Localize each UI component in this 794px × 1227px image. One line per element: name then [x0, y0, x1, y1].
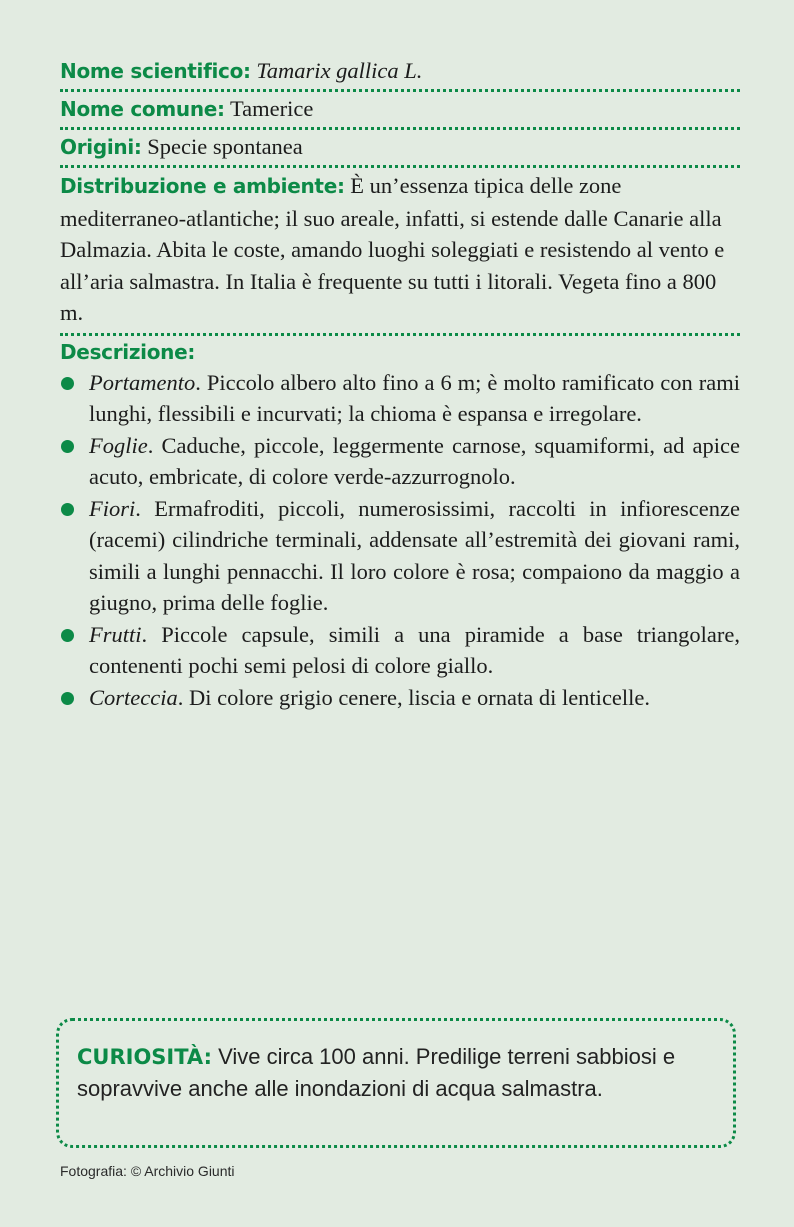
description-item — [60, 619, 740, 682]
item-term: Fiori — [89, 495, 136, 521]
field-common-name — [60, 94, 740, 130]
description-item — [60, 430, 740, 493]
bullet-icon — [61, 377, 74, 390]
item-text: . Piccolo albero alto fino a 6 m; è molto ramificato con rami lunghi, flessibili e incurvati; la chioma è espansa e irregolare. — [89, 369, 740, 426]
description-item — [60, 367, 740, 430]
species-card — [60, 56, 740, 713]
distribution-value: È un’essenza tipica delle zone mediterraneo-atlantiche; il suo areale, infatti, si estende dalle Canarie alla Dalmazia. Abita le coste, amando luoghi soleggiati e resistendo al vento e all’aria salmastra. In Italia è frequente su tutti i litorali. Vegeta fino a 800 m. — [60, 173, 725, 325]
item-term: Portamento — [89, 369, 196, 395]
item-term: Frutti — [89, 621, 142, 647]
description-list — [60, 367, 740, 714]
photo-credit: Fotografia: © Archivio Giunti — [60, 1163, 235, 1179]
distribution-label: Distribuzione e ambiente: — [60, 174, 345, 198]
description-item — [60, 493, 740, 619]
item-text: . Di colore grigio cenere, liscia e ornata di lenticelle. — [177, 684, 651, 710]
item-text: . Piccole capsule, simili a una piramide a base triangolare, contenenti pochi semi pelosi di colore giallo. — [89, 621, 740, 678]
field-scientific-name — [60, 56, 740, 92]
origin-label: Origini: — [60, 135, 142, 159]
origin-value: Specie spontanea — [147, 134, 303, 159]
bullet-icon — [61, 692, 74, 705]
item-term: Foglie — [89, 432, 148, 458]
item-term: Corteccia — [89, 684, 178, 710]
description-item — [60, 682, 740, 714]
field-origin — [60, 132, 740, 168]
common-name-value: Tamerice — [229, 96, 314, 121]
field-distribution — [60, 170, 740, 336]
bullet-icon — [61, 440, 74, 453]
curiosity-text: Vive circa 100 anni. Predilige terreni sabbiosi e sopravvive anche alle inondazioni di acqua salmastra. — [77, 1044, 676, 1101]
item-text: . Caduche, piccole, leggermente carnose, squamiformi, ad apice acuto, embricate, di colore verde-azzurrognolo. — [89, 432, 740, 489]
scientific-name-label: Nome scientifico: — [60, 59, 251, 83]
item-text: . Ermafroditi, piccoli, numerosissimi, raccolti in infiorescenze (racemi) cilindriche terminali, addensate all’estremità dei giovani rami, simili a lunghi pennacchi. Il loro colore è rosa; compaiono da maggio a giugno, prima delle foglie. — [89, 495, 740, 615]
common-name-label: Nome comune: — [60, 97, 225, 121]
bullet-icon — [61, 503, 74, 516]
curiosity-label: CURIOSITÀ: — [77, 1045, 212, 1069]
scientific-name-value: Tamarix gallica L. — [256, 58, 423, 83]
description-title: Descrizione: — [60, 339, 196, 364]
bullet-icon — [61, 629, 74, 642]
curiosity-box — [56, 1018, 736, 1148]
